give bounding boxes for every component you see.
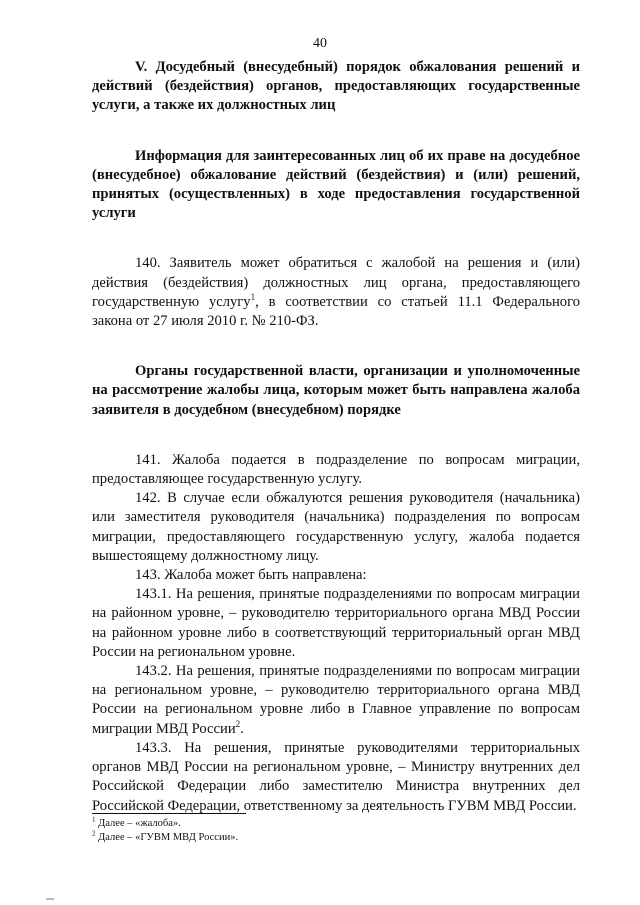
footnote-1 [92,817,580,831]
paragraph-140-text: 140. Заявитель может обратиться с жалобой на решения и (или) действия (бездействия) должностных лиц органа, предоставляющего государственную услугу [92,255,580,310]
paragraph-143-2 [92,662,580,739]
paragraph-141: 141. Жалоба подается в подразделение по вопросам миграции, предоставляющее государственную услугу. [92,451,580,488]
footnote-separator [92,813,246,814]
footnote-2 [92,831,580,845]
document-body [92,58,580,816]
paragraph-142: 142. В случае если обжалуются решения руководителя (начальника) или заместителя руководителя (начальника) подразделения по вопросам миграции, предоставляющего государственную услугу, жалоба подается вышестоящему должностному лицу. [92,490,580,564]
info-heading: Информация для заинтересованных лиц об их праве на досудебное (внесудебное) обжалование действий (бездействия) и (или) решений, принятых (осуществленных) в ходе предоставления государственной услуги [92,147,580,222]
paragraph-143: 143. Жалоба может быть направлена: [135,567,367,584]
footnote-ref-2: 2 [235,718,241,729]
footnote-text-2: Далее – «ГУВМ МВД России». [95,831,239,843]
section-title: V. Досудебный (внесудебный) порядок обжалования решений и действий (бездействия) органов, предоставляющих государственные услуги, а также их должностных лиц [92,59,580,114]
paragraph-143-3: 143.3. На решения, принятые руководителями территориальных органов МВД России на региональном уровне, – Министру внутренних дел Российской Федерации либо заместителю Министра внутренних дел Российской Федерации, ответственному за деятельность ГУВМ МВД России. [92,739,580,814]
organs-heading: Органы государственной власти, организации и уполномоченные на рассмотрение жалобы лица, которым может быть направлена жалоба заявителя в досудебном (внесудебном) порядке [92,363,580,418]
footnotes [92,817,580,844]
footnote-mark-2: 2 [92,829,96,837]
footnote-text-1: Далее – «жалоба». [95,818,181,829]
paragraph-143-2-text-end: . [240,720,244,737]
footnote-mark-1: 1 [92,815,96,824]
paragraph-143-1: 143.1. На решения, принятые подразделениями по вопросам миграции на районном уровне, – руководителю территориального органа МВД России на районном уровне либо в соответствующий территориальный орган МВД России на региональном уровне. [92,586,580,660]
paragraph-143-2-text: 143.2. На решения, принятые подразделениями по вопросам миграции на региональном уровне, – руководителю территориального органа МВД России на региональном уровне либо в Главное управление по вопросам миграции МВД России [92,663,580,737]
footnote-ref-1: 1 [250,291,256,302]
page-number: 40 [313,36,327,51]
paragraph-140-text-end: , в соответствии со статьей 11.1 Федерального закона от 27 июля 2010 г. № 210-ФЗ. [92,293,580,330]
paragraph-140 [92,254,580,331]
scan-speck [46,898,54,900]
